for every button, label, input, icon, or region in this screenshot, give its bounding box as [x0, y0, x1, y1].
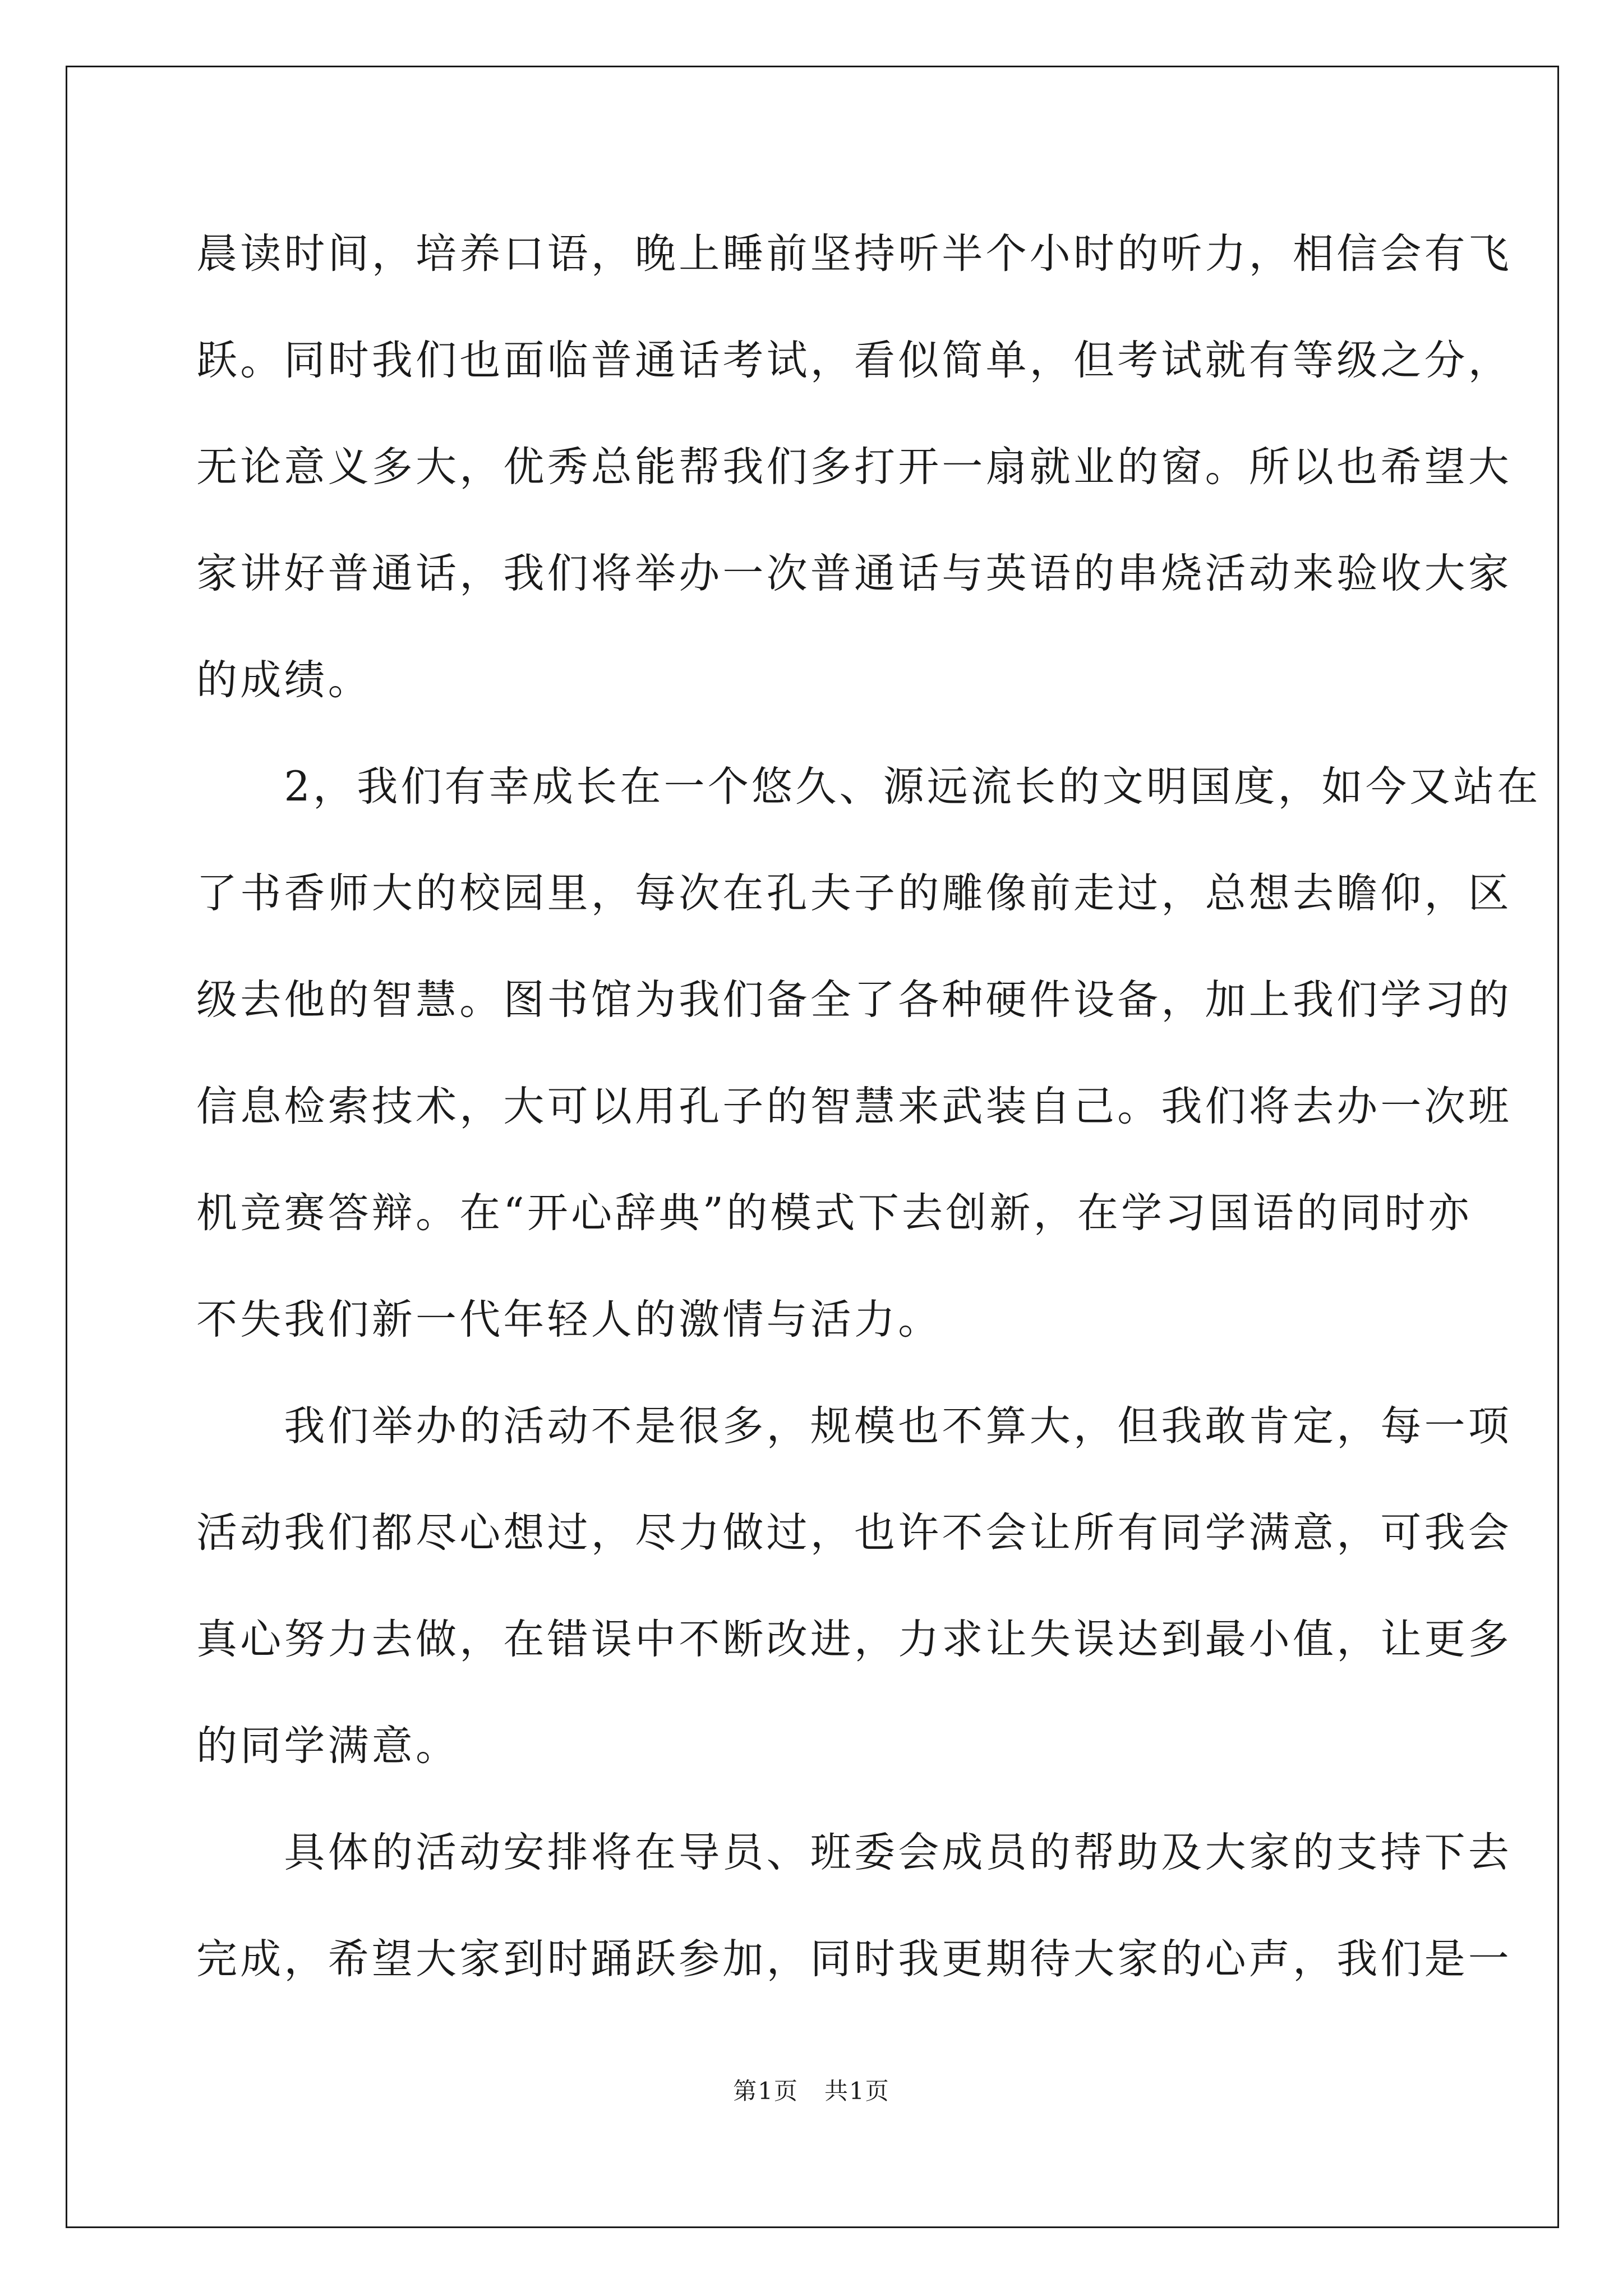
text-line: 家讲好普通话，我们将举办一次普通话与英语的串烧活动来验收大家 [196, 550, 1512, 597]
text-line: 完成，希望大家到时踊跃参加，同时我更期待大家的心声，我们是一 [196, 1935, 1512, 1983]
text-line: 级去他的智慧。图书馆为我们备全了各种硬件设备，加上我们学习的 [196, 976, 1512, 1024]
text-line: 活动我们都尽心想过，尽力做过，也许不会让所有同学满意，可我会 [196, 1509, 1512, 1557]
text-line: 的成绩。 [196, 656, 372, 704]
document-body [196, 201, 1541, 2013]
text-line: 跃。同时我们也面临普通话考试，看似简单，但考试就有等级之分， [196, 337, 1512, 384]
page-number: 第1页 [733, 2077, 799, 2105]
text-line: 我们举办的活动不是很多，规模也不算大，但我敢肯定，每一项 [196, 1402, 1512, 1450]
page-footer [0, 2074, 1623, 2108]
text-line: 2，我们有幸成长在一个悠久、源远流长的文明国度，如今又站在 [196, 763, 1541, 811]
page-total: 共1页 [824, 2077, 890, 2105]
text-line: 不失我们新一代年轻人的激情与活力。 [196, 1296, 942, 1343]
text-line: 的同学满意。 [196, 1722, 460, 1770]
text-line: 真心努力去做，在错误中不断改进，力求让失误达到最小值，让更多 [196, 1616, 1512, 1663]
text-line: 晨读时间，培养口语，晚上睡前坚持听半个小时的听力，相信会有飞 [196, 230, 1512, 278]
footer-gap [799, 2077, 824, 2105]
text-line: 机竞赛答辩。在“开心辞典”的模式下去创新，在学习国语的同时亦 [196, 1189, 1472, 1237]
text-line: 无论意义多大，优秀总能帮我们多打开一扇就业的窗。所以也希望大 [196, 443, 1512, 491]
text-line: 信息检索技术，大可以用孔子的智慧来武装自己。我们将去办一次班 [196, 1083, 1512, 1130]
text-line: 了书香师大的校园里，每次在孔夫子的雕像前走过，总想去瞻仰，区 [196, 869, 1512, 917]
text-line: 具体的活动安排将在导员、班委会成员的帮助及大家的支持下去 [196, 1829, 1512, 1876]
